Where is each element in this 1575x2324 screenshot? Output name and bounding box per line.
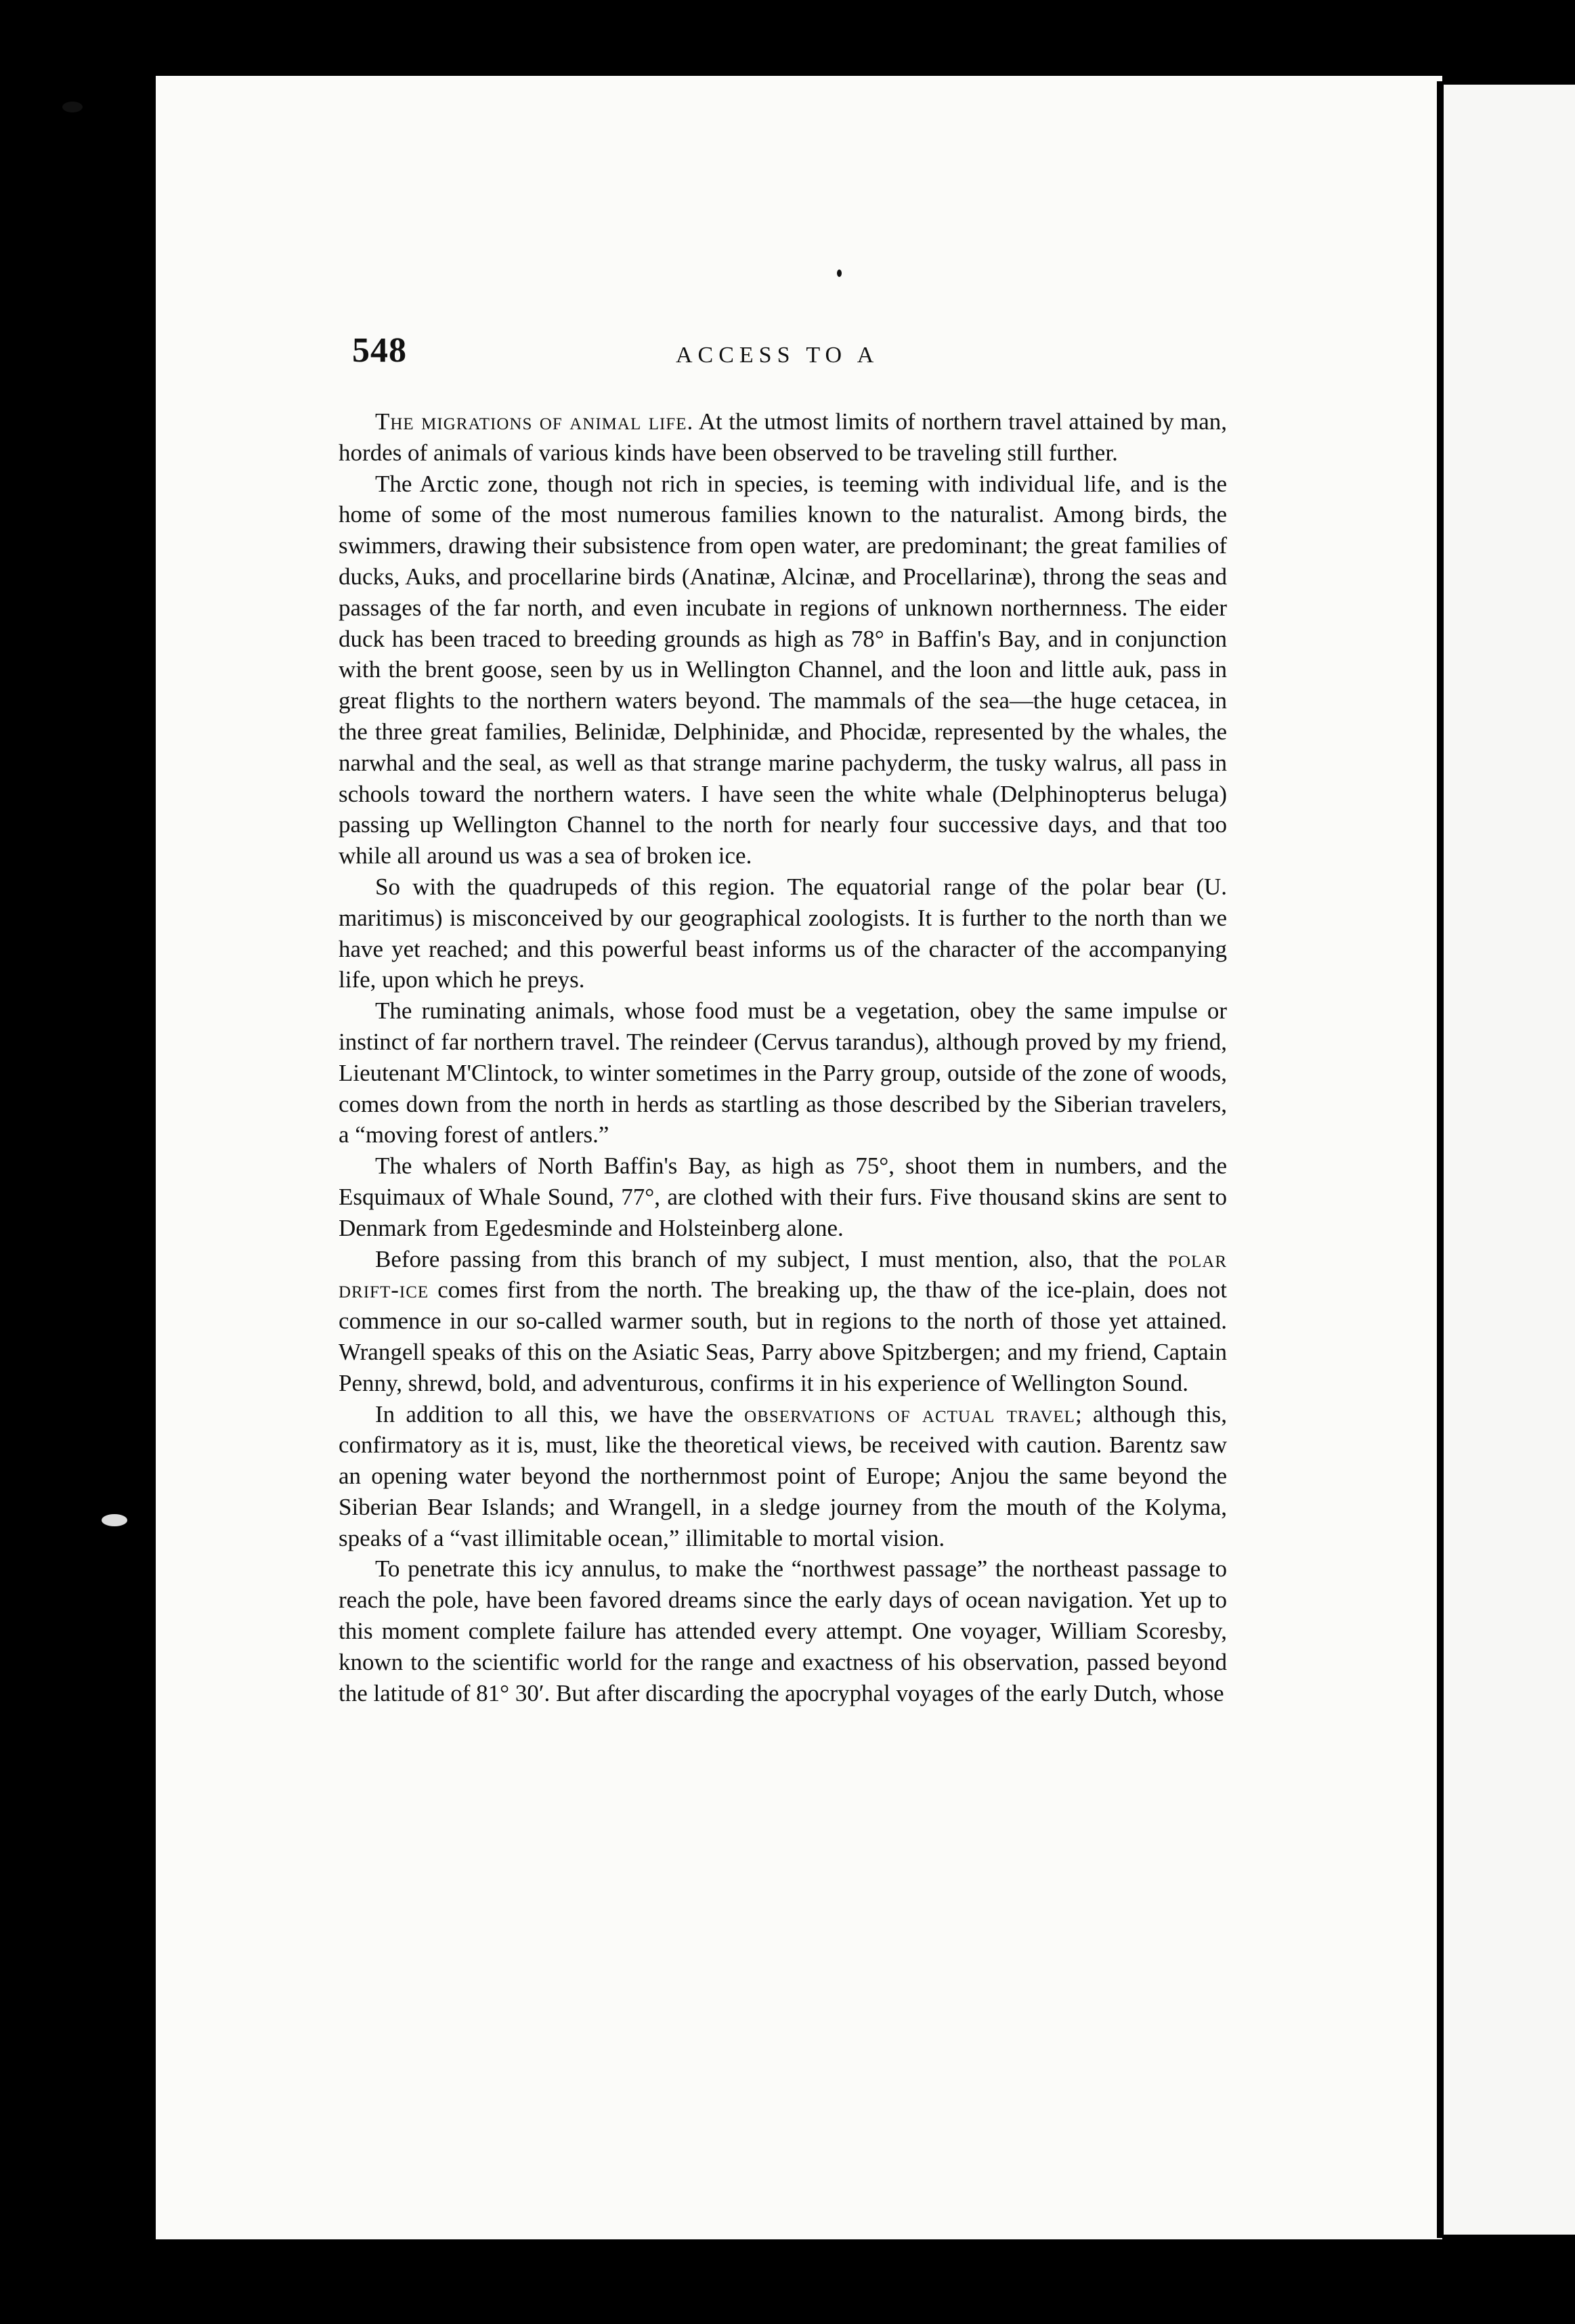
page-number: 548 [352,331,407,370]
scan-speck [102,1514,127,1526]
sidenote-lead: observations of actual travel [744,1400,1075,1427]
scan-speck [62,102,83,112]
body-text [339,406,1227,1708]
paragraph [339,1399,1227,1554]
paragraph [339,406,1227,469]
sidenote-lead: polar drift-ice [339,1245,1227,1304]
paragraph-text: In addition to all this, we have the [375,1400,745,1427]
paragraph-text: So with the quadrupeds of this region. The equatorial range of the polar bear (U. maritimus) is misconceived by our geographical zoologists. It is further to the north than we have yet reached; and this powerful beast informs us of the character of the accompanying life, upon which he preys. [339,873,1227,993]
paragraph [339,872,1227,995]
paragraph [339,1150,1227,1243]
facing-page-edge [1444,85,1575,2235]
scan-speck [837,270,842,277]
paragraph [339,1553,1227,1708]
paragraph-text: The whalers of North Baffin's Bay, as high as 75°, shoot them in numbers, and the Esquimaux of Whale Sound, 77°, are clothed with their furs. Five thousand skins are sent to Denmark from Egedesminde and Holsteinberg alone. [339,1153,1227,1241]
paragraph-text: At the utmost limits of northern travel attained by man, hordes of animals of various kinds have been observed to be traveling still further. [339,408,1227,466]
running-head: ACCESS TO A [676,343,880,368]
paragraph-text: The ruminating animals, whose food must be a vegetation, obey the same impulse or instinct of far northern travel. The reindeer (Cervus tarandus), although proved by my friend, Lieutenant M'Clintock, to winter sometimes in the Parry group, outside of the zone of woods, comes down from the north in herds as startling as those described by the Siberian travelers, a “moving forest of antlers.” [339,997,1227,1148]
page-header [352,324,1219,385]
paragraph [339,469,1227,872]
sidenote-lead: The migrations of animal life. [375,408,694,435]
paragraph [339,1244,1227,1399]
paragraph [339,995,1227,1150]
paragraph-text: The Arctic zone, though not rich in species, is teeming with individual life, and is the home of some of the most numerous families known to the naturalist. Among birds, the swimmers, drawing their subsistence from open water, are predominant; the great families of ducks, Auks, and procellarine birds (Anatinæ, Alcinæ, and Procellarinæ), throng the seas and passages of the far north, and even incubate in regions of unknown northernness. The eider duck has been traced to breeding grounds as high as 78° in Baffin's Bay, and in conjunction with the brent goose, seen by us in Wellington Channel, and the loon and little auk, pass in great flights to the northern waters beyond. The mammals of the sea—the huge cetacea, in the three great families, Belinidæ, Delphinidæ, and Phocidæ, represented by the whales, the narwhal and the seal, as well as that strange marine pachyderm, the tusky walrus, all pass in schools toward the northern waters. I have seen the white whale (Delphinopterus beluga) passing up Wellington Channel to the north for nearly four successive days, and that too while all around us was a sea of broken ice. [339,470,1227,869]
paragraph-text: comes first from the north. The breaking up, the thaw of the ice-plain, does not commence in our so-called warmer south, but in regions to the north of those yet attained. Wrangell speaks of this on the Asiatic Seas, Parry above Spitzbergen; and my friend, Captain Penny, shrewd, bold, and adventurous, confirms it in his experience of Wellington Sound. [339,1276,1227,1396]
paragraph-text: ; although this, confirmatory as it is, must, like the theoretical views, be received with caution. Barentz saw an opening water beyond the northernmost point of Europe; Anjou the same beyond the Siberian Bear Islands; and Wrangell, in a sledge journey from the mouth of the Kolyma, speaks of a “vast illimitable ocean,” illimitable to mortal vision. [339,1400,1228,1551]
paragraph-text: To penetrate this icy annulus, to make the “northwest passage” the northeast passage to reach the pole, have been favored dreams since the early days of ocean navigation. Yet up to this moment complete failure has attended every attempt. One voyager, William Scoresby, known to the scientific world for the range and exactness of his observation, passed beyond the latitude of 81° 30′. But after discarding the apocryphal voyages of the early Dutch, whose [339,1555,1227,1706]
paragraph-text: Before passing from this branch of my subject, I must mention, also, that the [375,1245,1169,1272]
